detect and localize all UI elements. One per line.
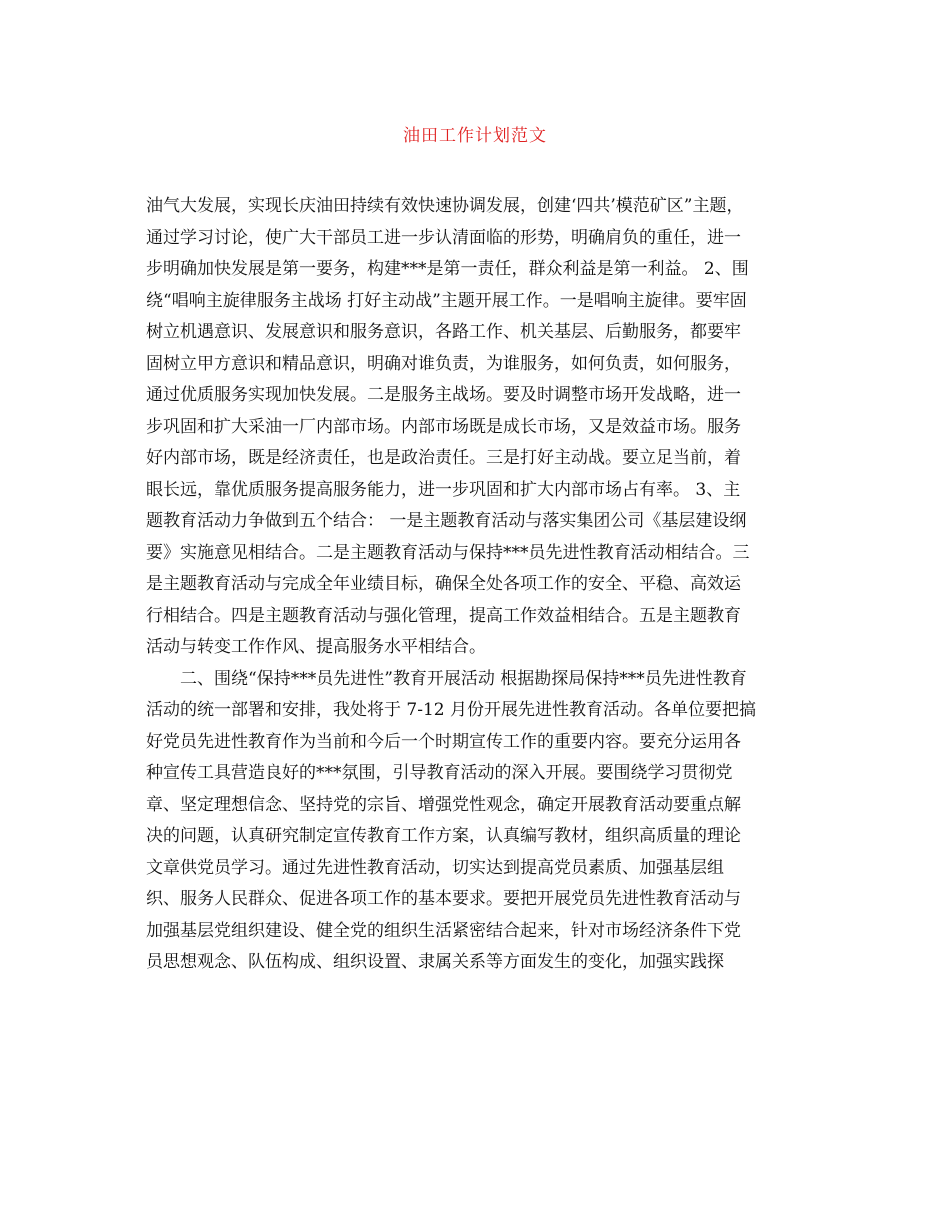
paragraph <box>146 191 808 664</box>
paragraph-line: 加强基层党组织建设、健全党的组织生活紧密结合起来，针对市场经济条件下党 <box>146 920 741 941</box>
paragraph-line: 好党员先进性教育作为当前和今后一个时期宣传工作的重要内容。要充分运用各 <box>146 731 741 752</box>
paragraph-line: 油气大发展，实现长庆油田持续有效快速协调发展，创建‘四共’模范矿区”主题， <box>146 196 744 216</box>
paragraph-line: 要》实施意见相结合。二是主题教育活动与保持***员先进性教育活动相结合。三 <box>146 542 750 563</box>
paragraph-line: 员思想观念、队伍构成、组织设置、隶属关系等方面发生的变化，加强实践探 <box>146 952 724 972</box>
paragraph-line: 通过优质服务实现加快发展。二是服务主战场。要及时调整市场开发战略，进一 <box>146 385 741 405</box>
paragraph-line: 种宣传工具营造良好的***氛围，引导教育活动的深入开展。要围绕学习贯彻党 <box>146 763 733 783</box>
paragraph-line: 活动的统一部署和安排，我处将于 7-12 月份开展先进性教育活动。各单位要把搞 <box>146 700 756 720</box>
paragraph-line: 活动与转变工作作风、提高服务水平相结合。 <box>146 637 486 657</box>
document-title: 油田工作计划范文 <box>403 126 547 146</box>
paragraph-line: 织、服务人民群众、促进各项工作的基本要求。要把开展党员先进性教育活动与 <box>146 889 741 909</box>
paragraph-line: 决的问题，认真研究制定宣传教育工作方案，认真编写教材，组织高质量的理论 <box>146 826 741 846</box>
paragraph-line: 绕“唱响主旋律服务主战场 打好主动战”主题开展工作。一是唱响主旋律。要牢固 <box>146 290 747 311</box>
paragraph-line: 好内部市场，既是经济责任，也是政治责任。三是打好主动战。要立足当前，着 <box>146 448 741 468</box>
paragraph-line: 步明确加快发展是第一要务，构建***是第一责任，群众利益是第一利益。 2、围 <box>146 259 749 279</box>
paragraph <box>146 664 808 979</box>
document-body <box>146 191 808 979</box>
paragraph-line: 行相结合。四是主题教育活动与强化管理，提高工作效益相结合。五是主题教育 <box>146 605 741 626</box>
paragraph-line: 章、坚定理想信念、坚持党的宗旨、增强党性观念，确定开展教育活动要重点解 <box>146 794 741 815</box>
paragraph-line: 树立机遇意识、发展意识和服务意识，各路工作、机关基层、后勤服务，都要牢 <box>146 322 741 342</box>
paragraph-line: 文章供党员学习。通过先进性教育活动，切实达到提高党员素质、加强基层组 <box>146 857 724 878</box>
paragraph-line: 二、围绕“保持***员先进性”教育开展活动 根据勘探局保持***员先进性教育 <box>180 668 747 689</box>
paragraph-line: 通过学习讨论，使广大干部员工进一步认清面临的形势，明确肩负的重任，进一 <box>146 227 741 248</box>
paragraph-line: 题教育活动力争做到五个结合： 一是主题教育活动与落实集团公司《基层建设纲 <box>146 511 747 531</box>
paragraph-line: 固树立甲方意识和精品意识，明确对谁负责，为谁服务，如何负责，如何服务， <box>146 353 741 374</box>
paragraph-line: 是主题教育活动与完成全年业绩目标，确保全处各项工作的安全、平稳、高效运 <box>146 574 741 594</box>
paragraph-line: 眼长远，靠优质服务提高服务能力，进一步巩固和扩大内部市场占有率。 3、主 <box>146 479 741 500</box>
paragraph-line: 步巩固和扩大采油一厂内部市场。内部市场既是成长市场，又是效益市场。服务 <box>146 416 741 437</box>
